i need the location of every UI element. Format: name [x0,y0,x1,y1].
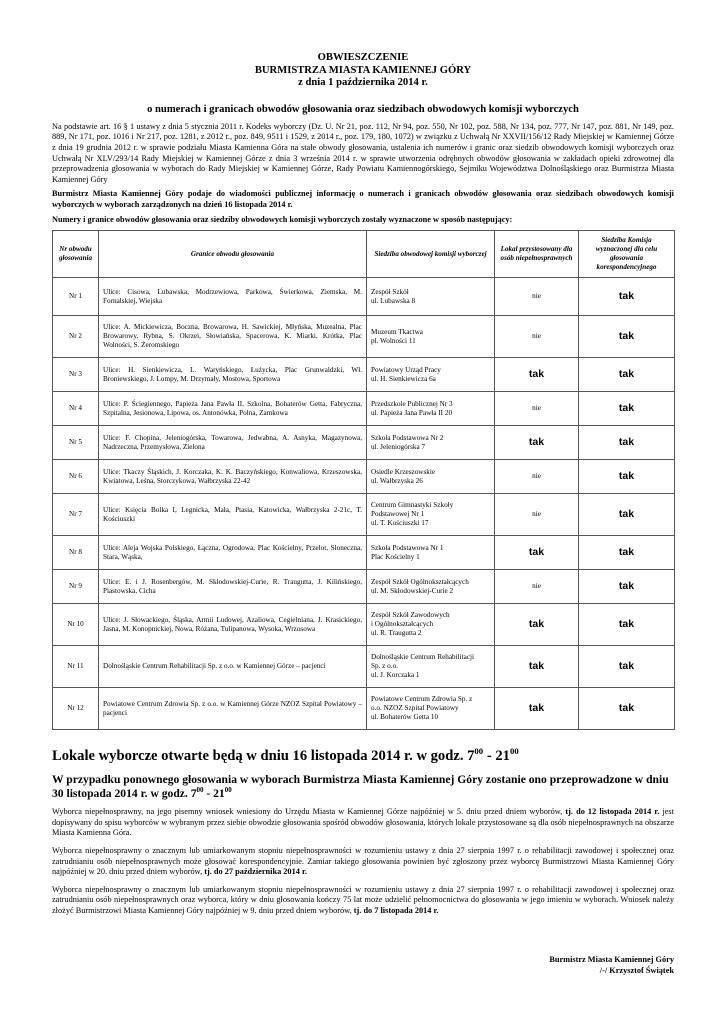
para1-deadline: tj. do 12 listopada 2014 r. [565,807,660,817]
seat-line: ul. Bohaterów Getta 10 [371,713,439,722]
voting-districts-table [52,230,675,730]
para3-part-a: Wyborca niepełnosprawny o znacznym lub umiarkowanym stopniu niepełnosprawności w rozumieniu ustawy z dnia 27 sierpnia 1997 r. o rehabilitacji zawodowej i społecznej oraz zatrudnianiu osób niepełnosprawnych oraz wyborca, który w dniu głosowania kończy 75 lat może udzielić pełnomocnictwa do głosowania w jego imieniu w wyborach. Wniosek należy złożyć Burmistrzowi Miasta Kamiennej Góry najpóźniej w 9. dniu przed dniem wyborów, [52,884,674,915]
disabled-access-value: nie [532,292,541,301]
district-number: Nr 2 [53,316,99,358]
postal-vote-value: tak [618,545,635,558]
disabled-access [495,358,579,392]
table-row [53,358,675,392]
postal-vote-value: tak [618,617,635,630]
seat-line: Powiatowe Centrum Zdrowia Sp. z [371,695,473,704]
seat-line: pl. Wolności 11 [371,336,416,345]
disabled-access-value: tak [528,617,545,630]
seat-line: ul. Jeleniogórska 7 [371,442,426,451]
disabled-access [495,570,579,604]
disabled-access [495,604,579,646]
table-row [53,392,675,426]
para1-part-a: Wyborca niepełnosprawny, na jego pisemny wniosek wniesiony do Urzędu Miasta w Kamiennej Górze najpóźniej w 5. dniu przed dniem wyborów, [52,807,566,817]
district-bounds: Ulice: F. Chopina, Jeleniogórska, Towarowa, Jedwabna, A. Asnyka, Magazynowa, Nadrzeczna, Przemysłowa, Zielona [99,426,367,460]
district-bounds: Ulice: P. Ściegiennego, Papieża Jana Pawła II, Szkolna, Bohaterów Getta, Fabryczna, Szpitalna, Jesionowa, Lipowa, os. Antonówka, Polna, Zamkowa [99,392,367,426]
district-number: Nr 12 [53,688,99,730]
postal-vote-value: tak [618,329,635,342]
seat-line: Szkoła Podstawowa Nr 2 [371,433,444,442]
commission-seat [367,426,495,460]
repeat-vote-sup-end: 00 [224,785,232,794]
district-number: Nr 4 [53,392,99,426]
district-bounds: Ulice: E. i J. Rosenbergów, M. Skłodowskiej-Curie, R. Traugutta, J. Kilińskiego, Piastowska, Cicha [99,570,367,604]
seat-line: o.o. NZOZ Szpital Powiatowy [371,704,459,713]
postal-vote-value: tak [618,469,635,482]
header-issuer: BURMISTRZA MIASTA KAMIENNEJ GÓRY [254,64,472,76]
table-body [53,278,675,730]
seat-line: Zespół Szkół Zawodowych [371,611,450,620]
table-row [53,604,675,646]
seat-line: Muzeum Tkactwa [371,327,423,336]
commission-seat [367,392,495,426]
disabled-access [495,536,579,570]
postal-vote [579,426,675,460]
district-number: Nr 9 [53,570,99,604]
para2-part-a: Wyborca niepełnosprawny o znacznym lub umiarkowanym stopniu niepełnosprawności w rozumieniu ustawy z dnia 27 sierpnia 1997 r. o rehabilitacji zawodowej i społecznej oraz zatrudnianiu osób niepełnosprawnych może głosować korespondencyjnie. Zamiar takiego głosowania powinien być zgłoszony przez wyborcę Burmistrzowi Miasta Kamiennej Góry najpóźniej w 20. dniu przed dniem wyborów, [52,845,674,877]
disabled-access [495,494,579,536]
postal-vote [579,570,675,604]
postal-vote [579,646,675,688]
open-hours-sup-start: 00 [474,746,484,757]
table-row [53,460,675,494]
disabled-access-value: nie [532,332,541,341]
disabled-access [495,426,579,460]
disabled-access-value: tak [528,367,545,380]
seat-line: ul. J. Korczaka 1 [371,671,420,680]
para3-deadline: tj. do 7 listopada 2014 r. [353,905,439,915]
header-district-bounds: Granice obwodu głosowania [99,231,367,278]
seat-line: ul. Wałbrzyska 26 [371,476,423,485]
disabled-access [495,392,579,426]
paragraph-voter-list [52,807,674,839]
signature-title: Burmistrz Miasta Kamiennej Góry [549,955,674,964]
disabled-access [495,278,579,316]
commission-seat [367,536,495,570]
seat-line: Sp. z o.o. [371,662,398,671]
commission-seat [367,316,495,358]
repeat-vote-text: W przypadku ponownego głosowania w wyborach Burmistrza Miasta Kamiennej Góry zostanie ono przeprowadzone w dniu 30 listopada 2014 r. w godz. 7 [52,773,669,800]
open-hours-text: Lokale wyborcze otwarte będą w dniu 16 listopada 2014 r. w godz. 7 [52,748,475,765]
announcement: Burmistrz Miasta Kamiennej Góry podaje do wiadomości publicznej informację o numerach i granicach obwodów głosowania oraz siedzibach obwodowych komisji wyborczych w wyborach zarządzonych na dzień 16 listopada 2014 r. [52,189,674,209]
seat-line: Podstawowej Nr 1 [371,510,425,519]
repeat-vote [52,773,674,800]
open-hours-sup-end: 00 [509,746,519,757]
district-bounds: Powiatowe Centrum Zdrowia Sp. z o.o. w Kamiennej Górze NZOZ Szpital Powiatowy – pacjenci [99,688,367,730]
signature-name: /-/ Krzysztof Świątek [599,965,674,975]
district-bounds: Ulice: A. Mickiewicza, Boczna, Browarowa, H. Sawickiej, Młyńska, Muzealna, Plac Browarowy, Rybna, S. Okrzei, Słowiańska, Spacerowa, K. Miarki, Krótka, Plac Wolności, S. Żeromskiego [99,316,367,358]
legal-basis: Na podstawie art. 16 § 1 ustawy z dnia 5 stycznia 2011 r. Kodeks wyborczy (Dz. U. Nr 21, poz. 112, Nr 94, poz. 550, Nr 102, poz. 588, Nr 134, poz. 777, Nr 147, poz. 881, Nr 149, poz. 889, Nr 171, poz. 1016 i Nr 217, poz. 1281, z 2012 r., poz. 849, 9511 i 1529, z 2014 r., poz. 179, 180, 1072) w związku z Uchwałą Nr XXVII/156/12 Rady Miejskiej w Kamiennej Górze z dnia 19 grudnia 2012 r. w sprawie podziału Miasta Kamienna Góra na stałe obwody głosowania, ustalenia ich numerów i granic oraz siedzib obwodowych komisji wyborczych oraz Uchwałą Nr XLV/293/14 Rady Miejskiej w Kamiennej Górze z dnia 3 września 2014 r. w sprawie utworzenia odrębnych obwodów głosowania w zakładach opieki zdrowotnej dla przeprowadzenia głosowania w wyborach do Rady Miejskiej w Kamiennej Górze, Rady Powiatu Kamiennogórskiego, Sejmiku Województwa Dolnośląskiego oraz Burmistrza Miasta Kamiennej Góry [52,121,674,184]
seat-line: Plac Kościelny 1 [371,552,420,561]
disabled-access-value: tak [528,659,545,672]
postal-vote-value: tak [618,579,635,592]
seat-line: Zespół Szkół [371,287,409,296]
table-row [53,646,675,688]
table-row [53,426,675,460]
district-bounds: Ulice: Aleja Wojska Polskiego, Łączna, Ogrodowa, Plac Kościelny, Przelot, Słoneczna, Stara, Wąska, [99,536,367,570]
seat-line: Osiedle Krzeszowskie [371,467,436,476]
postal-vote-value: tak [618,401,635,414]
table-row [53,688,675,730]
seat-line: ul. H. Sienkiewicza 6a [371,374,436,383]
disabled-access [495,688,579,730]
document-header [52,52,674,90]
district-number: Nr 5 [53,426,99,460]
disabled-access-value: tak [528,701,545,714]
seat-line: Zespół Szkół Ogólnokształcących [371,577,469,586]
postal-vote [579,316,675,358]
postal-vote [579,460,675,494]
header-disabled-access: Lokal przystosowany dla osób niepełnosprawnych [495,231,579,278]
district-bounds: Ulice: J. Słowackiego, Śląska, Armii Ludowej, Azaliowa, Cegielniana, J. Krasickiego, Jasna, M. Konopnickiej, Nowa, Różana, Tulipanowa, Wysoka, Wrzosowa [99,604,367,646]
table-row [53,494,675,536]
district-number: Nr 6 [53,460,99,494]
seat-line: Dolnośląskie Centrum Rehabilitacji [371,653,475,662]
seat-line: ul. Papieża Jana Pawła II 20 [371,408,453,417]
disabled-access-value: nie [532,472,541,481]
disabled-access-value: nie [532,510,541,519]
district-bounds: Ulice: Księcia Bolka I, Legnicka, Mała, Ptasia, Katowicka, Wałbrzyska 2-21c, T. Kościuszki [99,494,367,536]
commission-seat [367,604,495,646]
paragraph-proxy-vote [52,885,674,917]
header-date: z dnia 1 października 2014 r. [298,77,428,89]
seat-line: Szkoła Podstawowa Nr 1 [371,543,444,552]
disabled-access-value: tak [528,435,545,448]
postal-vote [579,536,675,570]
commission-seat [367,358,495,392]
postal-vote-value: tak [618,701,635,714]
district-number: Nr 3 [53,358,99,392]
district-number: Nr 8 [53,536,99,570]
postal-vote-value: tak [618,289,635,302]
postal-vote [579,392,675,426]
postal-vote-value: tak [618,367,635,380]
table-row [53,278,675,316]
para2-deadline: tj. do 27 października 2014 r. [204,867,307,877]
disabled-access-value: nie [532,404,541,413]
commission-seat [367,570,495,604]
postal-vote-value: tak [618,659,635,672]
disabled-access-value: tak [528,545,545,558]
commission-seat [367,460,495,494]
postal-vote [579,494,675,536]
table-row [53,536,675,570]
para1-part-c: jest dopisywany do spisu wyborców w wybranym przez siebie obwodzie głosowania spośród obwodów głosowania, których lokale przystosowane są dla osób niepełnosprawnych na obszarze Miasta Kamienna Góra. [52,807,674,838]
repeat-vote-sup-start: 00 [196,785,204,794]
disabled-access-value: nie [532,582,541,591]
document-page [52,52,674,916]
open-hours [52,748,674,765]
open-hours-mid: - 21 [483,748,510,765]
postal-vote [579,604,675,646]
seat-line: ul. Lubawska 8 [371,296,416,305]
district-bounds: Ulice: Cisowa, Lubawska, Modrzewiowa, Parkowa, Świerkowa, Ziemska, M. Fornalskiej, Wiejska [99,278,367,316]
header-postal-vote: Siedziba Komisja wyznaczonej dla celu głosowania korespondencyjnego [579,231,675,278]
disabled-access [495,646,579,688]
district-bounds: Dolnośląskie Centrum Rehabilitacji Sp. z o.o. w Kamiennej Górze – pacjenci [99,646,367,688]
district-number: Nr 1 [53,278,99,316]
seat-line: i Ogólnokształcących [371,620,434,629]
seat-line: ul. R. Traugutta 2 [371,629,422,638]
table-row [53,316,675,358]
header-district-number: Nr obwodu głosowania [53,231,99,278]
seat-line: Przedszkole Publicznej Nr 3 [371,399,453,408]
district-bounds: Ulice: H. Sienkiewicza, L. Waryńskiego, Łużycka, Plac Grunwaldzki, Wł. Broniewskiego, J. Lompy, M. Drzymały, Mostowa, Sportowa [99,358,367,392]
table-row [53,570,675,604]
repeat-vote-mid: - 21 [203,786,225,800]
commission-seat [367,688,495,730]
seat-line: ul. M. Skłodowskiej-Curie 2 [371,586,454,595]
postal-vote-value: tak [618,507,635,520]
table-header-row [53,231,675,278]
table-intro: Numery i granice obwodów głosowania oraz siedziby obwodowych komisji wyborczych zostały wyznaczone w sposób następujący: [52,214,513,224]
commission-seat [367,494,495,536]
commission-seat [367,278,495,316]
postal-vote [579,278,675,316]
header-commission-seat: Siedziba obwodowej komisji wyborczej [367,231,495,278]
district-number: Nr 7 [53,494,99,536]
postal-vote-value: tak [618,435,635,448]
district-number: Nr 11 [53,646,99,688]
seat-line: Centrum Gimnastyki Szkoły [371,501,454,510]
district-bounds: Ulice: Tkaczy Śląskich, J. Korczaka, K. K. Baczyńskiego, Konwaliowa, Krzeszowska, Kwiatowa, Leśna, Storczykowa, Wałbrzyska 22-42 [99,460,367,494]
postal-vote [579,358,675,392]
disabled-access [495,460,579,494]
signature-block [470,955,674,976]
disabled-access [495,316,579,358]
header-title: OBWIESZCZENIE [317,52,409,63]
paragraph-postal-vote [52,846,674,878]
postal-vote [579,688,675,730]
document-subtitle: o numerach i granicach obwodów głosowania oraz siedzibach obwodowych komisji wyborczych [147,103,579,115]
commission-seat [367,646,495,688]
district-number: Nr 10 [53,604,99,646]
seat-line: ul. T. Kościuszki 17 [371,519,429,528]
seat-line: Powiatowy Urząd Pracy [371,365,441,374]
